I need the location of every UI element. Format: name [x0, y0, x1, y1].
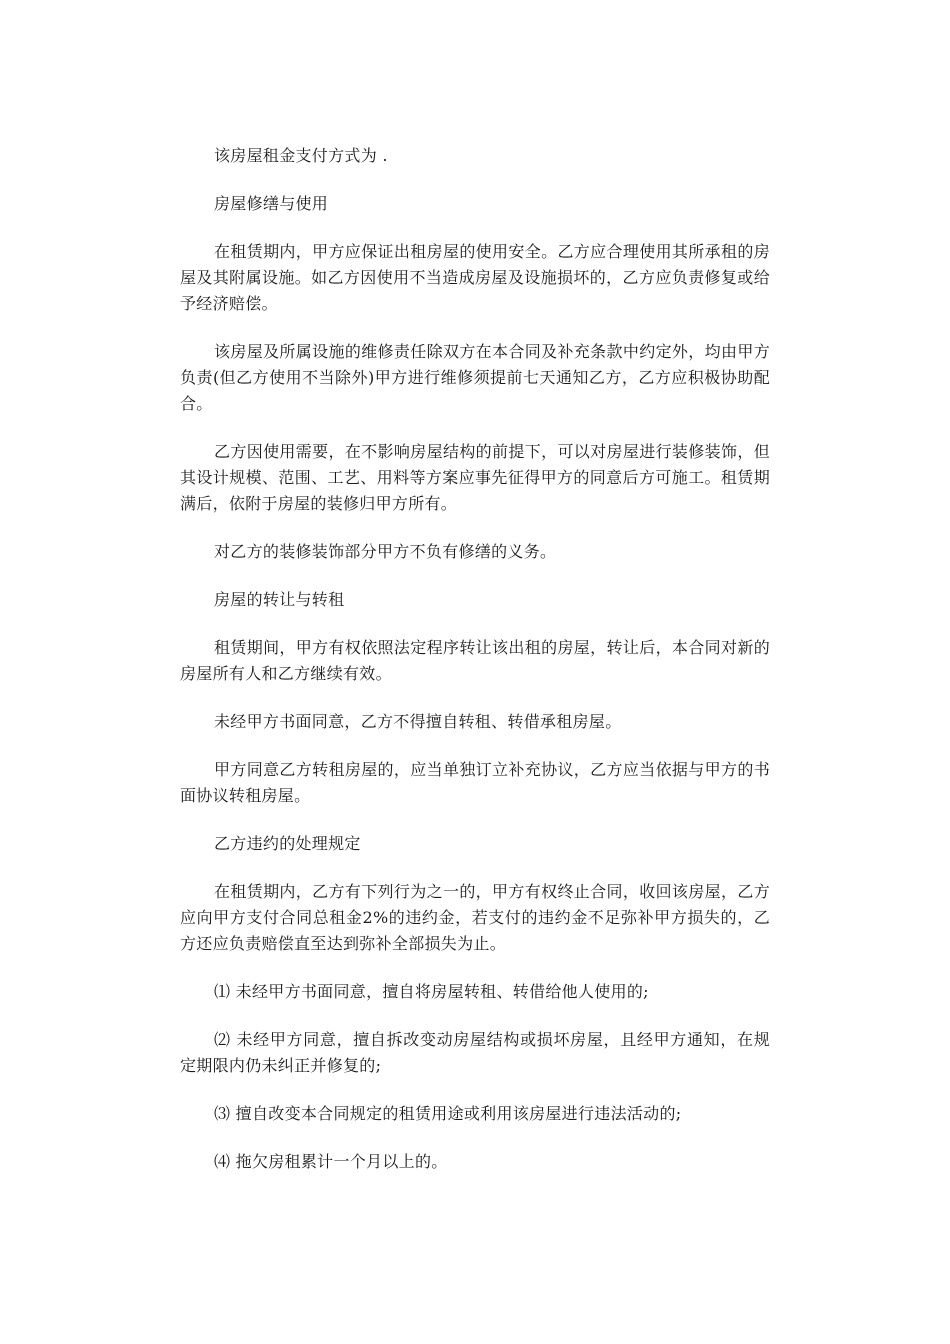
paragraph-termination: 在租赁期内，乙方有下列行为之一的，甲方有权终止合同，收回该房屋，乙方应向甲方支付合同总租金2%的违约金，若支付的违约金不足弥补甲方损失的，乙方还应负责赔偿直至达到弥补全部损失为止。: [180, 882, 770, 953]
paragraph-safety: 在租赁期内，甲方应保证出租房屋的使用安全。乙方应合理使用其所承租的房屋及其附属设施。如乙方因使用不当造成房屋及设施损坏的，乙方应负责修复或给予经济赔偿。: [180, 242, 770, 313]
list-item-1: ⑴ 未经甲方书面同意，擅自将房屋转租、转借给他人使用的;: [214, 982, 649, 1001]
paragraph-decoration: 乙方因使用需要，在不影响房屋结构的前提下，可以对房屋进行装修装饰，但其设计规模、范围、工艺、用料等方案应事先征得甲方的同意后方可施工。租赁期满后，依附于房屋的装修归甲方所有。: [180, 442, 770, 513]
list-item-4: ⑷ 拖欠房租累计一个月以上的。: [214, 1152, 448, 1171]
paragraph-payment-method: 该房屋租金支付方式为 .: [214, 146, 388, 165]
paragraph-maintenance: 该房屋及所属设施的维修责任除双方在本合同及补充条款中约定外，均由甲方负责(但乙方使用不当除外)甲方进行维修须提前七天通知乙方，乙方应积极协助配合。: [180, 342, 770, 413]
paragraph-no-repair-duty: 对乙方的装修装饰部分甲方不负有修缮的义务。: [214, 542, 557, 561]
document-body: [180, 143, 770, 1197]
paragraph-sublease-agreement: 甲方同意乙方转租房屋的，应当单独订立补充协议，乙方应当依据与甲方的书面协议转租房屋。: [180, 760, 770, 805]
heading-transfer-sublease: 房屋的转让与转租: [214, 590, 345, 609]
heading-breach-rules: 乙方违约的处理规定: [214, 834, 361, 853]
paragraph-no-sublease: 未经甲方书面同意，乙方不得擅自转租、转借承租房屋。: [214, 712, 622, 731]
heading-repair-and-use: 房屋修缮与使用: [214, 194, 329, 213]
list-item-2: ⑵ 未经甲方同意，擅自拆改变动房屋结构或损坏房屋，且经甲方通知，在规定期限内仍未纠正并修复的;: [180, 1030, 770, 1075]
list-item-3: ⑶ 擅自改变本合同规定的租赁用途或利用该房屋进行违法活动的;: [214, 1104, 682, 1123]
paragraph-transfer: 租赁期间，甲方有权依照法定程序转让该出租的房屋，转让后，本合同对新的房屋所有人和乙方继续有效。: [180, 638, 770, 683]
